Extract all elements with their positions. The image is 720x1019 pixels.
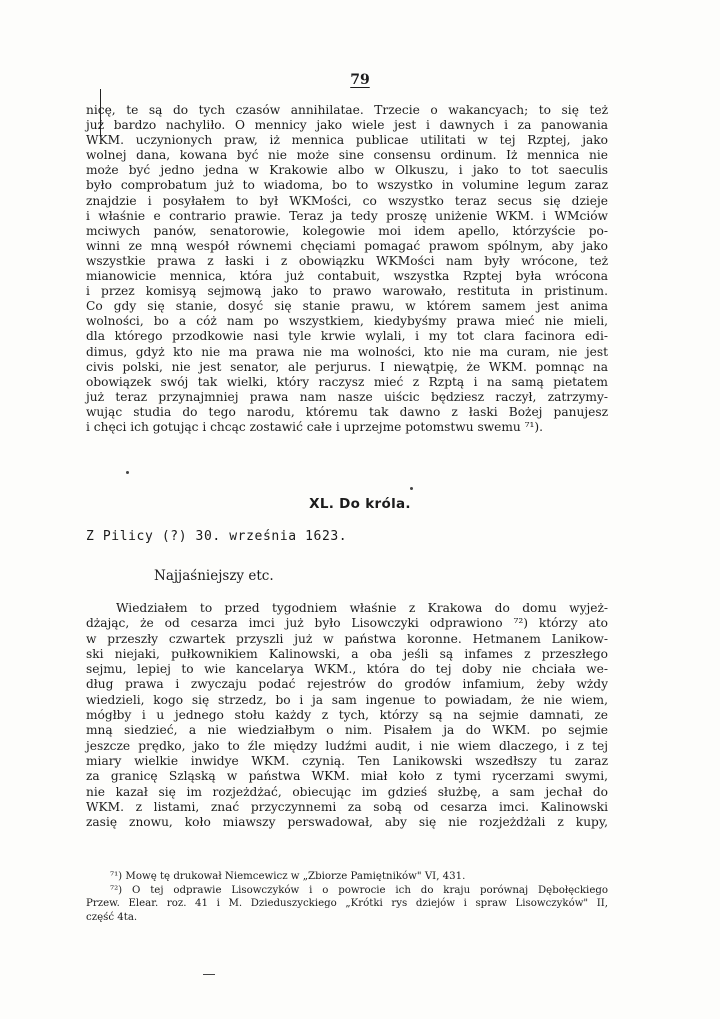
text-line: ski niejaki, pułkownikiem Kalinowski, a oba jeśli są infames z przeszłego (86, 646, 608, 661)
text-line: nicę, te są do tych czasów annihilatae. Trzecie o wakancyach; to się też (86, 103, 608, 117)
text-line: obowiązek swój tak wielki, który raczysz mieć z Rzptą i na samą pietatem (86, 374, 608, 389)
letter-salutation: Najjaśniejszy etc. (154, 568, 274, 584)
footnote-mark: ⁷¹) (110, 871, 123, 882)
text-line: i właśnie e contrario prawie. Teraz ja tedy proszę uniżenie WKM. i WMciów (86, 208, 608, 223)
text-line: sejmu, lepiej to wie kancelarya WKM., która do tej doby nie chciała we- (86, 662, 608, 677)
text-line: zasię znowu, koło miawszy perswadował, aby się nie rozjeżdżali z kupy, (86, 815, 608, 830)
text-line: WKM. z listami, znać przyczynnemi za sobą od cesarza imci. Kalinowski (86, 799, 608, 814)
scan-speck (126, 471, 129, 474)
footnote-text: O tej odprawie Lisowczyków i o powrocie ich do kraju porównaj Dębołęckiego (132, 884, 609, 896)
text-line: za granicę Szląską w państwa WKM. miał koło z tymi rycerzami swymi, (86, 769, 608, 784)
text-line: nie kazał się im rozjeżdżać, obiecując im gdzieś służbę, a sam jechał do (86, 784, 608, 799)
footnote-72 (86, 884, 608, 898)
footnote-71 (86, 870, 608, 884)
text-line: miary wielkie inwidye WKM. czynią. Ten Lanikowski wszedłszy tu zaraz (86, 753, 608, 768)
page-number: 79 (350, 72, 370, 88)
text-line: wolności, bo a cóż nam po wszystkiem, kiedybyśmy prawa mieć nie mieli, (86, 314, 608, 329)
text-line: Co gdy się stanie, dosyć się stanie prawu, w którem samem jest anima (86, 299, 608, 314)
text-line: może być jedno jedna w Krakowie albo w Olkuszu, i jako to tot saeculis (86, 163, 608, 178)
letter-body (86, 601, 608, 830)
footnote-text: Przew. Elear. roz. 41 i M. Dzieduszyckiego „Krótki rys dziejów i spraw Lisowczyków" II, (86, 898, 608, 909)
text-line: wując studia do tego narodu, któremu tak dawno z łaski Bożej panujesz (86, 404, 608, 419)
text-line: wszystkie prawa z łaski i z obowiązku WKMości nam były wrócone, też (86, 253, 608, 268)
text-line: znajdzie i posyłałem to był WKMości, co wszystko teraz secus się dzieje (86, 193, 608, 208)
text-line: mianowicie mennica, która już contabuit, wszystka Rzptej była wrócona (86, 269, 608, 284)
text-line: wiedzieli, kogo się strzedz, bo i ja sam ingenue to powiadam, że nie wiem, (86, 692, 608, 707)
text-line: mną siedzieć, a nie wiedziałbym o nim. Pisałem ja do WKM. po sejmie (86, 723, 608, 738)
scan-speck (203, 974, 215, 975)
text-line: dług prawa i zwyczaju podać rejestrów do grodów infamium, żeby wżdy (86, 677, 608, 692)
footnotes (86, 870, 608, 924)
section-heading: XL. Do króla. (309, 496, 411, 512)
text-line: wolnej dana, kowana być nie może sine consensu ordinum. Iż mennica nie (86, 148, 608, 163)
text-line: mciwych panów, senatorowie, kolegowie moi idem apello, którzyście po- (86, 223, 608, 238)
continuation-paragraph (86, 103, 608, 435)
text-line: już teraz przynajmniej prawa nam nasze uiścic będziesz raczył, zatrzymy- (86, 389, 608, 404)
footnote-text: Mowę tę drukował Niemcewicz w „Zbiorze Pamiętników" VI, 431. (125, 871, 466, 882)
scan-speck (410, 487, 413, 490)
text-line: mógłby i u jednego stołu każdy z tych, którzy są na sejmie damnati, ze (86, 708, 608, 723)
text-line: w przeszły czwartek przyszli już w państwa koronne. Hetmanem Lanikow- (86, 631, 608, 646)
text-line: WKM. uczynionych praw, iż mennica publicae utilitati w tej Rzptej, jako (86, 133, 608, 148)
footnote-text: część 4ta. (86, 911, 138, 923)
text-line: Wiedziałem to przed tygodniem właśnie z Krakowa do domu wyjeż- (116, 601, 608, 615)
text-line: dla którego przodkowie nasi tyle krwie wylali, i my tot clara facinora edi- (86, 329, 608, 344)
text-line: dimus, gdyż kto nie ma prawa nie ma wolności, kto nie ma curam, nie jest (86, 344, 608, 359)
text-line: jeszcze prędko, jako to źle między ludźmi audit, i nie wiem dlaczego, i z tej (86, 738, 608, 753)
text-line: winni ze mną wespół równemi chęciami pomagać prawom spólnym, aby jako (86, 238, 608, 253)
text-line: civis polski, nie jest senator, ale perjurus. I niewątpię, że WKM. pomnąc na (86, 359, 608, 374)
letter-date: Z Pilicy (?) 30. września 1623. (86, 529, 348, 544)
footnote-mark: ⁷²) (110, 884, 123, 896)
text-line: i chęci ich gotując i chcąc zostawić całe i uprzejme potomstwu swemu ⁷¹). (86, 419, 544, 434)
text-line: było comprobatum już to wiadoma, bo to wszystko in volumine legum zaraz (86, 178, 608, 193)
text-line: dżając, że od cesarza imci już było Lisowczyki odprawiono ⁷²) którzy ato (86, 616, 608, 631)
text-line: i przez komisyą sejmową jako to prawo warowało, restituta in pristinum. (86, 284, 608, 299)
text-line: już bardzo nachyliło. O mennicy jako wiele jest i dawnych i za panowania (86, 118, 608, 133)
